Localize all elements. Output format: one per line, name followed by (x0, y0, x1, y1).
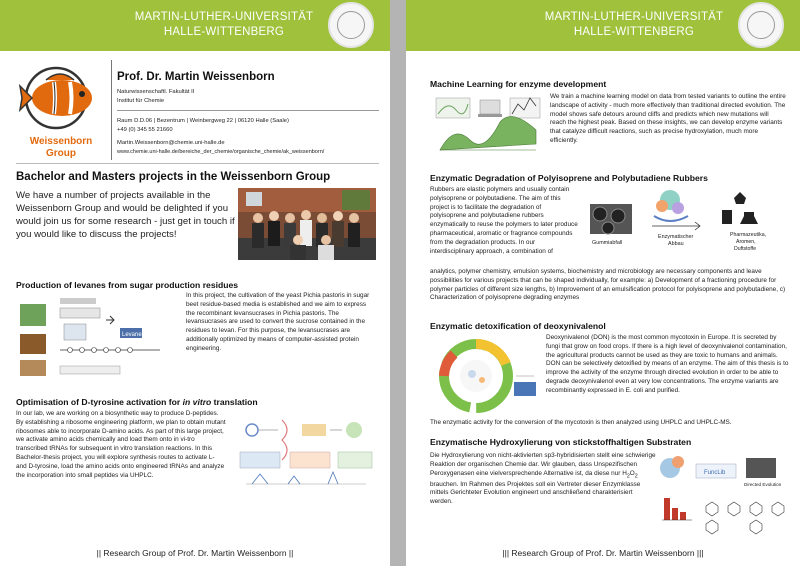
main-title: Bachelor and Masters projects in the Weissenborn Group (16, 171, 331, 183)
ml-figure (430, 94, 546, 164)
university-seal-icon (738, 2, 784, 48)
hydroxylation-text-pre: Die Hydroxylierung von nicht-aktivierten sp3-hybridisierten stellt eine schwierige Reaktion der organischen Chemie dar. Wir glauben, dass Unspezifischen Peroxygenasen eine vielversprechende Alternative ist, da diese nur H (430, 452, 656, 477)
rubber-title: Enzymatic Degradation of Polyisoprene and Polybutadiene Rubbers (430, 173, 708, 183)
funclib-label: FuncLib (704, 470, 726, 476)
faculty: Naturwissenschaftl. Fakultät II (117, 89, 195, 95)
hydroxylation-text-post: brauchen. Im Rahmen des Projektes soll ein Vertreter dieser Enzymklasse mittels Gerichteter Evolution engineert und anschließend charakterisiert werden. (430, 480, 641, 506)
tyrosine-title-end: translation (211, 397, 258, 407)
left-page (0, 0, 390, 566)
university-name-line1: MARTIN-LUTHER-UNIVERSITÄT (134, 11, 314, 23)
university-header-right (406, 0, 800, 51)
rubber-text-narrow: Rubbers are elastic polymers and usually contain polyisoprene or polybutadiene. The aim of this project is to facilitate the degradation of polyisoprene and polybutadiene rubbers enzymatically to reuse the polymers to later produce pharmaceutical, aromatic or fragrance compounds from the degradation products. In our interdisciplinary approach, a combination of (430, 186, 578, 255)
rubber-figure (584, 186, 790, 266)
don-figure (430, 336, 540, 414)
university-name-right-line1: MARTIN-LUTHER-UNIVERSITÄT (544, 11, 724, 23)
don-text-wide: The enzymatic activity for the conversion of the mycotoxin is then analyzed using UHPLC and UHPLC-MS. (430, 419, 732, 426)
email-link[interactable]: Martin.Weissenborn@chemie.uni-halle.de (117, 140, 225, 146)
hydroxylation-text (430, 452, 656, 507)
ml-text: We train a machine learning model on data from tested variants to outline the entire landscape of activity - much more effectively than traditional directed evolution. The model shows safe detours around cliffs and predicts which new mutations will reach the highest peak. Based on these insights, we can develop enzyme variants that catalyze difficult reactions, such as precise hydroxylation, much more efficiently. (550, 93, 786, 144)
right-footer: ||| Research Group of Prof. Dr. Martin Weissenborn ||| (502, 548, 704, 558)
hydroxylation-sub-1: 2 (626, 472, 630, 479)
left-footer: || Research Group of Prof. Dr. Martin Weissenborn || (96, 548, 294, 558)
section-rule (16, 163, 379, 164)
group-photo (238, 188, 376, 260)
tyres-label: Gummiabfall (592, 240, 623, 246)
professor-name: Prof. Dr. Martin Weissenborn (117, 71, 275, 83)
hydroxylation-sub-2: 2 (634, 472, 638, 479)
institute: Institut für Chemie (117, 98, 165, 104)
university-name-line2: HALLE-WITTENBERG (163, 26, 285, 38)
intro-text: We have a number of projects available in the Weissenborn Group and would be delighted if you would join us for some research - just get in touch if you would like to discuss the projects! (16, 190, 235, 240)
don-text: Deoxynivalenol (DON) is the most common mycotoxin in Europe. It is secreted by fungi that grow on food crops. If there is a high level of deoxynivalenol contamination, the agricultural products cannot be used as they are toxic to humans and animals. DON can be selectively detoxified by means of an enzyme. The aim of this thesis is to improve the activity of the enzyme through directed evolution in order to be able to degrade deoxynivalenol even at very low concentrations. The enzyme variants are recombinantly expressed in E. coli and purified. (546, 334, 789, 394)
hydroxylation-text-mid: O (629, 469, 635, 477)
logo-label-line1: Weissenborn (29, 136, 93, 147)
products-label-2: Aromen, (736, 239, 756, 245)
group-logo (16, 60, 106, 160)
tyrosine-text: In our lab, we are working on a biosynthetic way to produce D-peptides. By establishing a ribosome engineering platform, we plan to obtain mutant ribosomes able to incorporate D-amino acids. As part of this large project, we activate amino acids chemically and load them onto in vi-tro transcribed tRNAs for subsequent in vitro translation reactions. In this Bachelor-thesis project, you will explore synthesis routes to activate L- and D-tyrosine, load the amino acids onto engineered tRNAs and analyze the incorporation into small peptides via UHPLC. (16, 410, 226, 479)
levanes-title: Production of levanes from sugar production residues (16, 280, 239, 290)
levanes-figure (16, 294, 176, 390)
rubber-text-wide: analytics, polymer chemistry, emulsion systems, biochemistry and microbiology are necessary components and leave possibilities for various projects that can be shaped individually, for example: a) Development of a fractioning procedure for polymer particles of different size lengths, b) Improvement of an emulsification protocol for polyisoprene and polybutadiene, c) Characterization of polyisoprene degrading enzymes (430, 268, 786, 302)
arrow-label-2: Abbau (668, 241, 684, 247)
tyrosine-title (16, 397, 258, 407)
website-link[interactable]: www.chemie.uni-halle.de/bereiche_der_chemie/organische_chemie/ak_weissenborn/ (117, 149, 325, 155)
logo-label-line2: Group (46, 148, 76, 159)
don-title: Enzymatic detoxification of deoxynivalenol (430, 321, 606, 331)
university-header (0, 0, 390, 51)
contact-divider (111, 60, 112, 160)
university-name (124, 10, 324, 40)
ml-title: Machine Learning for enzyme development (430, 79, 607, 89)
right-page (406, 0, 800, 566)
university-seal-icon (328, 2, 374, 48)
university-name-right-line2: HALLE-WITTENBERG (573, 26, 695, 38)
hydroxylation-figure (654, 450, 790, 536)
hydroxylation-title: Enzymatische Hydroxylierung von stickstoffhaltigen Substraten (430, 437, 692, 447)
university-name-right (534, 10, 734, 40)
products-label-3: Duftstoffe (734, 246, 757, 252)
tyrosine-title-main: Optimisation of D-tyrosine activation for (16, 397, 183, 407)
directed-evolution-label: Directed Evolution (744, 482, 782, 487)
tyrosine-title-italic: in vitro (182, 397, 212, 407)
products-label-1: Pharmazeutika, (730, 232, 767, 238)
address: Raum D.D.06 | Bezentrum | Weinbergweg 22 | 06120 Halle (Saale) (117, 118, 289, 124)
tyrosine-figure (232, 412, 378, 502)
levane-figure-label: Levane (122, 332, 142, 338)
levanes-text: In this project, the cultivation of the yeast Pichia pastoris in sugar beet residue-based media is established and we aim to express the recombinant levansucrases in Pichia pastoris. The levansucrases are used to convert the sucrose contained in the residues to levan. For this purpose, the levansucrases are additionally optimized by means of computer-assisted protein engineering. (186, 292, 370, 352)
arrow-label-1: Enzymatischer (658, 234, 694, 240)
contact-rule (117, 110, 379, 111)
phone: +49 (0) 345 55 21660 (117, 127, 173, 133)
fish-logo-icon (16, 60, 106, 140)
